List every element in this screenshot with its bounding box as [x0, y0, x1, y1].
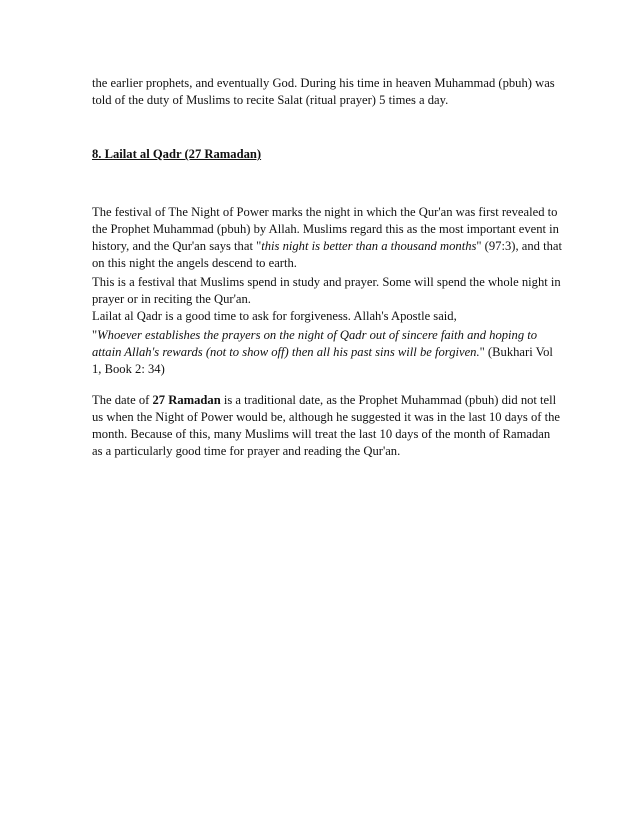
p5-bold-date: 27 Ramadan — [152, 393, 221, 407]
p2-text-a: The festival of The Night of Power marks the night in which the Qur'an was first revealed to the Prophet Muhammad (pbuh) by Allah. Muslims regard this as the most important event in history, and the Qur'an says that " — [92, 205, 559, 253]
paragraph-night-of-power — [92, 204, 562, 272]
p4-open: " — [92, 328, 98, 342]
section-heading-text: 8. Lailat al Qadr (27 Ramadan) — [92, 147, 262, 161]
paragraph-salat-text: the earlier prophets, and eventually God. During his time in heaven Muhammad (pbuh) was told of the duty of Muslims to recite Salat (ritual prayer) 5 times a day. — [92, 76, 555, 107]
p2-text-b: " (97:3), and that on this night the angels descend to earth. — [92, 239, 562, 270]
p4-close: " (Bukhari Vol 1, Book 2: 34) — [92, 345, 553, 376]
section-heading — [92, 146, 562, 163]
p4-quote: Whoever establishes the prayers on the night of Qadr out of sincere faith and hoping to attain Allah's rewards (not to show off) then all his past sins will be forgiven. — [92, 328, 538, 359]
paragraph-study-prayer — [92, 274, 562, 325]
p5-text-b: is a traditional date, as the Prophet Muhammad (pbuh) did not tell us when the Night of Power would be, although he suggested it was in the last 10 days of the month. Because of this, many Muslims will treat the last 10 days of the month of Ramadan as a particularly good time for prayer and reading the Qur'an. — [92, 393, 560, 458]
paragraph-salat — [92, 75, 562, 109]
paragraph-hadith-quote — [92, 327, 562, 378]
p3-line2: Lailat al Qadr is a good time to ask for forgiveness. Allah's Apostle said, — [92, 309, 457, 323]
p2-quote: this night is better than a thousand months — [261, 239, 477, 253]
p5-text-a: The date of — [92, 393, 153, 407]
p3-line1: This is a festival that Muslims spend in study and prayer. Some will spend the whole night in prayer or in reciting the Qur'an. — [92, 275, 561, 306]
paragraph-date — [92, 392, 562, 460]
